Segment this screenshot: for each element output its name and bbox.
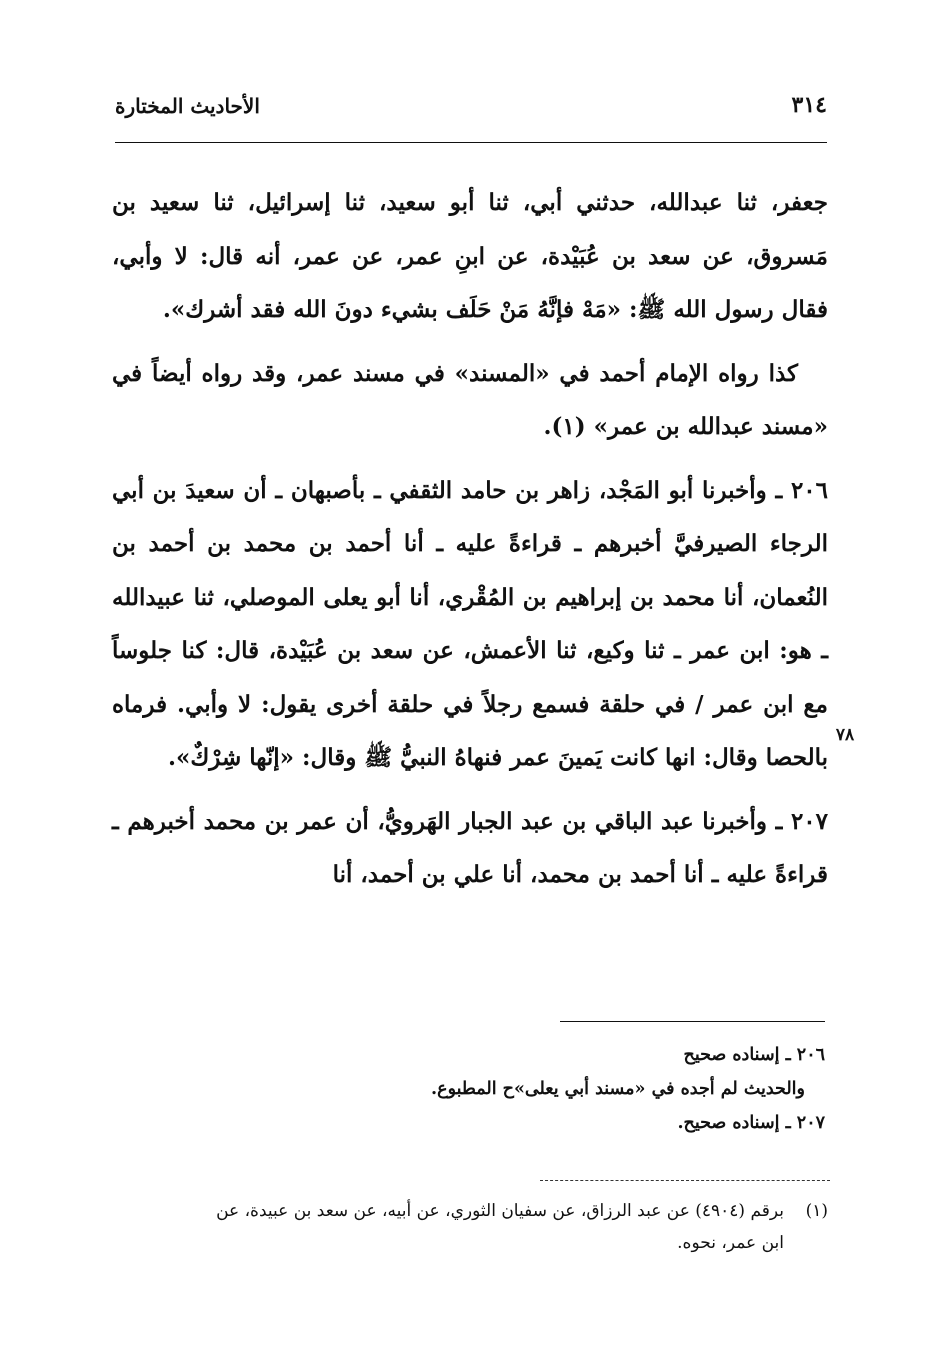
- paragraph-2: كذا رواه الإمام أحمد في «المسند» في مسند عمر، وقد رواه أيضاً في «مسند عبدالله بن عمر» (١).: [112, 359, 828, 440]
- page-number: ٣١٤: [791, 92, 827, 118]
- running-title: الأحاديث المختارة: [115, 94, 260, 118]
- paragraph-1: جعفر، ثنا عبدالله، حدثني أبي، ثنا أبو سعيد، ثنا إسرائيل، ثنا سعيد بن مَسروق، عن سعد بن عُبَيْدة، عن ابنِ عمر، عن عمر، أنه قال: لا وأبي، فقال رسول الله ﷺ: «مَهْ فإنَّهُ مَنْ حَلَف بشيء دونَ الله فقد أشرك».: [112, 189, 828, 323]
- notes-divider: [560, 1021, 825, 1022]
- editor-notes: [330, 1038, 825, 1140]
- header-divider: [115, 142, 827, 143]
- footnote-line-1: [112, 1195, 828, 1227]
- footnote-divider: [540, 1180, 830, 1181]
- note-206-detail: والحديث لم أجده في «مسند أبي يعلى»ح المطبوع.: [431, 1079, 805, 1099]
- footnote-line-2: ابن عمر، نحوه.: [677, 1233, 784, 1253]
- footnote-mark: (١): [805, 1201, 828, 1221]
- footnote-text: برقم (٤٩٠٤) عن عبد الرزاق، عن سفيان الثوري، عن أبيه، عن سعد بن عبيدة، عن: [216, 1201, 784, 1221]
- note-207: ٢٠٧ ـ إسناده صحيح.: [677, 1113, 825, 1133]
- footnote: [112, 1195, 828, 1259]
- hadith-207: ٢٠٧ ـ وأخبرنا عبد الباقي بن عبد الجبار الهَرويُّ، أن عمر بن محمد أخبرهم ـ قراءةً عليه ـ أنا أحمد بن محمد، أنا علي بن أحمد، أنا: [112, 807, 828, 888]
- page-header: [115, 92, 827, 132]
- note-206: ٢٠٦ ـ إسناده صحيح: [683, 1045, 825, 1065]
- main-text: [112, 176, 828, 902]
- manuscript-folio-marker: ٧٨: [835, 725, 855, 745]
- hadith-206: ٢٠٦ ـ وأخبرنا أبو المَجْد، زاهر بن حامد الثقفي ـ بأصبهان ـ أن سعيدَ بن أبي الرجاء الصيرفيَّ أخبرهم ـ قراءةً عليه ـ أنا أحمد بن محمد بن أحمد بن النُعمان، أنا محمد بن إبراهيم بن المُقْري، أنا أبو يعلى الموصلي، ثنا عبيدالله ـ هو: ابن عمر ـ ثنا وكيع، ثنا الأعمش، عن سعد بن عُبَيْدة، قال: كنا جلوساً مع ابن عمر / في حلقة فسمع رجلاً في حلقة أخرى يقول: لا وأبي. فرماه بالحصا وقال: انها كانت يَمينَ عمر فنهاهُ النبيُّ ﷺ وقال: «إنّها شِرْكٌ».: [112, 476, 828, 771]
